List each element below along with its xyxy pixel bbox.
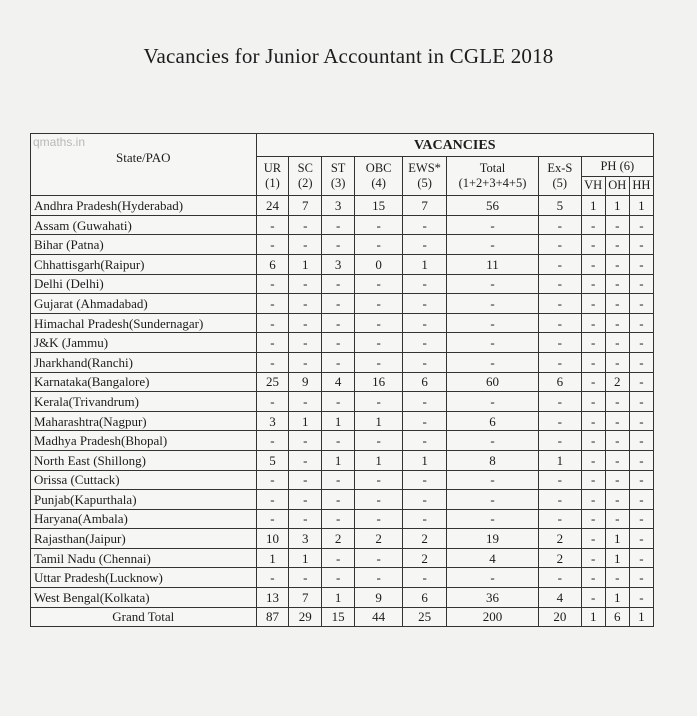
cell-vh: - bbox=[581, 490, 605, 510]
total-oh: 6 bbox=[605, 607, 629, 627]
cell-vh: - bbox=[581, 392, 605, 412]
cell-vh: - bbox=[581, 352, 605, 372]
cell-ex-s: - bbox=[538, 470, 581, 490]
cell-ur: 10 bbox=[256, 529, 289, 549]
cell-ur: - bbox=[256, 235, 289, 255]
col-header-st: ST (3) bbox=[322, 157, 355, 196]
cell-ews: 6 bbox=[403, 372, 447, 392]
cell-ex-s: - bbox=[538, 352, 581, 372]
cell-st: 1 bbox=[322, 588, 355, 608]
cell-total: 4 bbox=[447, 548, 539, 568]
vacancies-header: VACANCIES bbox=[256, 134, 653, 157]
cell-st: 1 bbox=[322, 411, 355, 431]
cell-ews: 1 bbox=[403, 450, 447, 470]
cell-vh: - bbox=[581, 529, 605, 549]
cell-hh: - bbox=[629, 392, 653, 412]
cell-total: 11 bbox=[447, 254, 539, 274]
cell-total: - bbox=[447, 235, 539, 255]
cell-oh: 1 bbox=[605, 529, 629, 549]
cell-hh: - bbox=[629, 509, 653, 529]
cell-sc: - bbox=[289, 490, 322, 510]
vacancies-table bbox=[30, 133, 654, 627]
cell-total: - bbox=[447, 431, 539, 451]
cell-obc: - bbox=[355, 313, 403, 333]
total-st: 15 bbox=[322, 607, 355, 627]
state-cell: Gujarat (Ahmadabad) bbox=[31, 294, 257, 314]
table-row bbox=[31, 490, 654, 510]
cell-total: 60 bbox=[447, 372, 539, 392]
grand-total-label: Grand Total bbox=[31, 607, 257, 627]
col-header-total: Total (1+2+3+4+5) bbox=[447, 157, 539, 196]
cell-ews: - bbox=[403, 431, 447, 451]
cell-obc: - bbox=[355, 294, 403, 314]
cell-vh: - bbox=[581, 450, 605, 470]
cell-oh: - bbox=[605, 568, 629, 588]
cell-ex-s: 5 bbox=[538, 196, 581, 216]
cell-vh: - bbox=[581, 333, 605, 353]
cell-ur: 13 bbox=[256, 588, 289, 608]
state-cell: J&K (Jammu) bbox=[31, 333, 257, 353]
total-ur: 87 bbox=[256, 607, 289, 627]
cell-st: - bbox=[322, 470, 355, 490]
cell-ur: - bbox=[256, 274, 289, 294]
cell-ex-s: - bbox=[538, 235, 581, 255]
cell-sc: - bbox=[289, 215, 322, 235]
state-cell: Maharashtra(Nagpur) bbox=[31, 411, 257, 431]
cell-hh: - bbox=[629, 450, 653, 470]
cell-total: - bbox=[447, 352, 539, 372]
cell-ur: - bbox=[256, 470, 289, 490]
cell-vh: - bbox=[581, 235, 605, 255]
cell-hh: - bbox=[629, 254, 653, 274]
total-ews: 25 bbox=[403, 607, 447, 627]
table-row bbox=[31, 215, 654, 235]
cell-hh: - bbox=[629, 431, 653, 451]
cell-oh: 1 bbox=[605, 588, 629, 608]
state-cell: Karnataka(Bangalore) bbox=[31, 372, 257, 392]
cell-hh: - bbox=[629, 294, 653, 314]
cell-total: - bbox=[447, 509, 539, 529]
cell-sc: - bbox=[289, 352, 322, 372]
cell-total: - bbox=[447, 294, 539, 314]
cell-ur: 5 bbox=[256, 450, 289, 470]
state-cell: Tamil Nadu (Chennai) bbox=[31, 548, 257, 568]
cell-ur: - bbox=[256, 313, 289, 333]
cell-sc: - bbox=[289, 431, 322, 451]
cell-ews: - bbox=[403, 490, 447, 510]
grand-total-row bbox=[31, 607, 654, 627]
table-row bbox=[31, 470, 654, 490]
cell-st: - bbox=[322, 274, 355, 294]
cell-ex-s: - bbox=[538, 568, 581, 588]
cell-st: - bbox=[322, 313, 355, 333]
cell-ews: 2 bbox=[403, 529, 447, 549]
cell-oh: - bbox=[605, 470, 629, 490]
cell-obc: 2 bbox=[355, 529, 403, 549]
cell-hh: - bbox=[629, 588, 653, 608]
table-row bbox=[31, 588, 654, 608]
cell-obc: - bbox=[355, 274, 403, 294]
col-header-sc: SC (2) bbox=[289, 157, 322, 196]
table-row bbox=[31, 431, 654, 451]
total-ex-s: 20 bbox=[538, 607, 581, 627]
cell-obc: - bbox=[355, 235, 403, 255]
state-cell: Rajasthan(Jaipur) bbox=[31, 529, 257, 549]
cell-ur: - bbox=[256, 215, 289, 235]
cell-vh: - bbox=[581, 548, 605, 568]
cell-sc: 1 bbox=[289, 254, 322, 274]
cell-total: - bbox=[447, 313, 539, 333]
cell-ews: - bbox=[403, 235, 447, 255]
cell-sc: - bbox=[289, 294, 322, 314]
watermark: qmaths.in bbox=[33, 135, 86, 149]
cell-sc: - bbox=[289, 470, 322, 490]
cell-ex-s: - bbox=[538, 313, 581, 333]
state-pao-header bbox=[31, 134, 257, 196]
cell-hh: 1 bbox=[629, 196, 653, 216]
state-cell: Himachal Pradesh(Sundernagar) bbox=[31, 313, 257, 333]
cell-st: - bbox=[322, 431, 355, 451]
cell-ur: - bbox=[256, 568, 289, 588]
cell-ews: 2 bbox=[403, 548, 447, 568]
cell-oh: - bbox=[605, 313, 629, 333]
cell-ews: 7 bbox=[403, 196, 447, 216]
cell-sc: - bbox=[289, 235, 322, 255]
cell-ex-s: 2 bbox=[538, 548, 581, 568]
col-header-obc: OBC (4) bbox=[355, 157, 403, 196]
cell-oh: - bbox=[605, 509, 629, 529]
cell-st: - bbox=[322, 490, 355, 510]
cell-ur: - bbox=[256, 490, 289, 510]
cell-st: 2 bbox=[322, 529, 355, 549]
cell-ews: - bbox=[403, 294, 447, 314]
state-cell: Chhattisgarh(Raipur) bbox=[31, 254, 257, 274]
cell-ex-s: - bbox=[538, 274, 581, 294]
cell-sc: 7 bbox=[289, 588, 322, 608]
cell-ur: - bbox=[256, 509, 289, 529]
table-row bbox=[31, 333, 654, 353]
cell-hh: - bbox=[629, 568, 653, 588]
cell-ur: - bbox=[256, 431, 289, 451]
cell-oh: - bbox=[605, 215, 629, 235]
cell-ex-s: - bbox=[538, 411, 581, 431]
cell-ex-s: - bbox=[538, 490, 581, 510]
cell-ex-s: - bbox=[538, 392, 581, 412]
state-cell: West Bengal(Kolkata) bbox=[31, 588, 257, 608]
cell-obc: - bbox=[355, 352, 403, 372]
cell-oh: - bbox=[605, 392, 629, 412]
cell-ews: - bbox=[403, 509, 447, 529]
cell-ur: 1 bbox=[256, 548, 289, 568]
state-cell: Assam (Guwahati) bbox=[31, 215, 257, 235]
table-row bbox=[31, 294, 654, 314]
cell-ur: - bbox=[256, 392, 289, 412]
total-sc: 29 bbox=[289, 607, 322, 627]
cell-hh: - bbox=[629, 470, 653, 490]
cell-sc: - bbox=[289, 313, 322, 333]
cell-total: - bbox=[447, 333, 539, 353]
col-header-ews: EWS* (5) bbox=[403, 157, 447, 196]
state-cell: Haryana(Ambala) bbox=[31, 509, 257, 529]
cell-hh: - bbox=[629, 548, 653, 568]
cell-st: - bbox=[322, 294, 355, 314]
table-row bbox=[31, 568, 654, 588]
table-row bbox=[31, 352, 654, 372]
state-cell: Madhya Pradesh(Bhopal) bbox=[31, 431, 257, 451]
col-header-ph: PH (6) bbox=[581, 157, 653, 177]
cell-st: 1 bbox=[322, 450, 355, 470]
cell-sc: 7 bbox=[289, 196, 322, 216]
cell-total: - bbox=[447, 490, 539, 510]
cell-oh: - bbox=[605, 254, 629, 274]
cell-vh: - bbox=[581, 470, 605, 490]
cell-obc: - bbox=[355, 509, 403, 529]
table-row bbox=[31, 372, 654, 392]
table-row bbox=[31, 392, 654, 412]
cell-hh: - bbox=[629, 411, 653, 431]
cell-ex-s: - bbox=[538, 294, 581, 314]
table-row bbox=[31, 411, 654, 431]
cell-oh: 1 bbox=[605, 548, 629, 568]
cell-vh: - bbox=[581, 588, 605, 608]
state-cell: Orissa (Cuttack) bbox=[31, 470, 257, 490]
cell-total: - bbox=[447, 568, 539, 588]
cell-ews: - bbox=[403, 568, 447, 588]
cell-vh: - bbox=[581, 568, 605, 588]
cell-ur: 6 bbox=[256, 254, 289, 274]
cell-sc: - bbox=[289, 274, 322, 294]
cell-sc: - bbox=[289, 333, 322, 353]
cell-total: 6 bbox=[447, 411, 539, 431]
state-cell: Punjab(Kapurthala) bbox=[31, 490, 257, 510]
table-row bbox=[31, 254, 654, 274]
cell-obc: 1 bbox=[355, 411, 403, 431]
cell-st: 4 bbox=[322, 372, 355, 392]
cell-hh: - bbox=[629, 313, 653, 333]
col-header-ur: UR (1) bbox=[256, 157, 289, 196]
cell-sc: 3 bbox=[289, 529, 322, 549]
cell-hh: - bbox=[629, 372, 653, 392]
cell-oh: - bbox=[605, 274, 629, 294]
cell-obc: - bbox=[355, 333, 403, 353]
cell-vh: - bbox=[581, 294, 605, 314]
cell-st: - bbox=[322, 352, 355, 372]
cell-obc: 9 bbox=[355, 588, 403, 608]
cell-oh: - bbox=[605, 352, 629, 372]
state-cell: Delhi (Delhi) bbox=[31, 274, 257, 294]
cell-sc: - bbox=[289, 568, 322, 588]
cell-oh: 1 bbox=[605, 196, 629, 216]
cell-ex-s: 2 bbox=[538, 529, 581, 549]
cell-st: - bbox=[322, 333, 355, 353]
cell-oh: - bbox=[605, 235, 629, 255]
state-cell: Jharkhand(Ranchi) bbox=[31, 352, 257, 372]
cell-st: - bbox=[322, 509, 355, 529]
table-row bbox=[31, 509, 654, 529]
col-header-ex-s: Ex-S (5) bbox=[538, 157, 581, 196]
table-row bbox=[31, 196, 654, 216]
table-row bbox=[31, 235, 654, 255]
total-obc: 44 bbox=[355, 607, 403, 627]
cell-ur: 24 bbox=[256, 196, 289, 216]
state-pao-label: State/PAO bbox=[116, 150, 171, 165]
cell-obc: - bbox=[355, 548, 403, 568]
cell-oh: - bbox=[605, 411, 629, 431]
cell-obc: - bbox=[355, 215, 403, 235]
cell-vh: 1 bbox=[581, 196, 605, 216]
cell-oh: - bbox=[605, 294, 629, 314]
cell-hh: - bbox=[629, 529, 653, 549]
cell-ews: 6 bbox=[403, 588, 447, 608]
table-row bbox=[31, 529, 654, 549]
cell-obc: - bbox=[355, 431, 403, 451]
cell-obc: - bbox=[355, 392, 403, 412]
table-row bbox=[31, 274, 654, 294]
cell-ur: - bbox=[256, 294, 289, 314]
cell-vh: - bbox=[581, 254, 605, 274]
table-row bbox=[31, 450, 654, 470]
cell-hh: - bbox=[629, 490, 653, 510]
cell-sc: - bbox=[289, 450, 322, 470]
cell-vh: - bbox=[581, 509, 605, 529]
cell-ur: - bbox=[256, 352, 289, 372]
state-cell: North East (Shillong) bbox=[31, 450, 257, 470]
cell-ex-s: - bbox=[538, 431, 581, 451]
cell-vh: - bbox=[581, 274, 605, 294]
cell-total: 56 bbox=[447, 196, 539, 216]
cell-st: - bbox=[322, 568, 355, 588]
cell-obc: - bbox=[355, 490, 403, 510]
cell-obc: - bbox=[355, 568, 403, 588]
cell-vh: - bbox=[581, 215, 605, 235]
cell-st: - bbox=[322, 215, 355, 235]
cell-hh: - bbox=[629, 274, 653, 294]
total-total: 200 bbox=[447, 607, 539, 627]
cell-oh: 2 bbox=[605, 372, 629, 392]
cell-total: - bbox=[447, 274, 539, 294]
cell-oh: - bbox=[605, 450, 629, 470]
cell-ex-s: 4 bbox=[538, 588, 581, 608]
cell-ews: - bbox=[403, 411, 447, 431]
col-header-hh: HH bbox=[629, 176, 653, 196]
cell-st: - bbox=[322, 548, 355, 568]
cell-ex-s: 1 bbox=[538, 450, 581, 470]
state-cell: Bihar (Patna) bbox=[31, 235, 257, 255]
total-hh: 1 bbox=[629, 607, 653, 627]
cell-obc: 16 bbox=[355, 372, 403, 392]
cell-sc: 9 bbox=[289, 372, 322, 392]
cell-hh: - bbox=[629, 352, 653, 372]
state-cell: Andhra Pradesh(Hyderabad) bbox=[31, 196, 257, 216]
cell-vh: - bbox=[581, 372, 605, 392]
cell-total: - bbox=[447, 392, 539, 412]
cell-hh: - bbox=[629, 235, 653, 255]
page-title: Vacancies for Junior Accountant in CGLE 2018 bbox=[143, 44, 554, 68]
cell-vh: - bbox=[581, 411, 605, 431]
cell-total: - bbox=[447, 215, 539, 235]
table-row bbox=[31, 548, 654, 568]
cell-ews: - bbox=[403, 392, 447, 412]
cell-oh: - bbox=[605, 431, 629, 451]
col-header-vh: VH bbox=[581, 176, 605, 196]
cell-sc: - bbox=[289, 392, 322, 412]
cell-ews: - bbox=[403, 215, 447, 235]
cell-total: 8 bbox=[447, 450, 539, 470]
cell-ur: 3 bbox=[256, 411, 289, 431]
cell-total: 36 bbox=[447, 588, 539, 608]
cell-ex-s: - bbox=[538, 333, 581, 353]
cell-oh: - bbox=[605, 490, 629, 510]
cell-st: 3 bbox=[322, 196, 355, 216]
cell-sc: 1 bbox=[289, 548, 322, 568]
cell-ews: - bbox=[403, 333, 447, 353]
cell-vh: - bbox=[581, 431, 605, 451]
state-cell: Uttar Pradesh(Lucknow) bbox=[31, 568, 257, 588]
cell-st: - bbox=[322, 392, 355, 412]
cell-obc: 15 bbox=[355, 196, 403, 216]
cell-ews: - bbox=[403, 313, 447, 333]
cell-ur: - bbox=[256, 333, 289, 353]
cell-obc: 1 bbox=[355, 450, 403, 470]
cell-obc: - bbox=[355, 470, 403, 490]
table-row bbox=[31, 313, 654, 333]
cell-ex-s: - bbox=[538, 254, 581, 274]
cell-total: 19 bbox=[447, 529, 539, 549]
cell-st: 3 bbox=[322, 254, 355, 274]
cell-ex-s: 6 bbox=[538, 372, 581, 392]
cell-ex-s: - bbox=[538, 215, 581, 235]
cell-sc: - bbox=[289, 509, 322, 529]
cell-total: - bbox=[447, 470, 539, 490]
cell-ews: - bbox=[403, 470, 447, 490]
cell-st: - bbox=[322, 235, 355, 255]
cell-obc: 0 bbox=[355, 254, 403, 274]
cell-oh: - bbox=[605, 333, 629, 353]
cell-vh: - bbox=[581, 313, 605, 333]
cell-ews: 1 bbox=[403, 254, 447, 274]
cell-hh: - bbox=[629, 333, 653, 353]
cell-ews: - bbox=[403, 352, 447, 372]
cell-ur: 25 bbox=[256, 372, 289, 392]
total-vh: 1 bbox=[581, 607, 605, 627]
cell-ews: - bbox=[403, 274, 447, 294]
cell-hh: - bbox=[629, 215, 653, 235]
state-cell: Kerala(Trivandrum) bbox=[31, 392, 257, 412]
cell-sc: 1 bbox=[289, 411, 322, 431]
col-header-oh: OH bbox=[605, 176, 629, 196]
cell-ex-s: - bbox=[538, 509, 581, 529]
